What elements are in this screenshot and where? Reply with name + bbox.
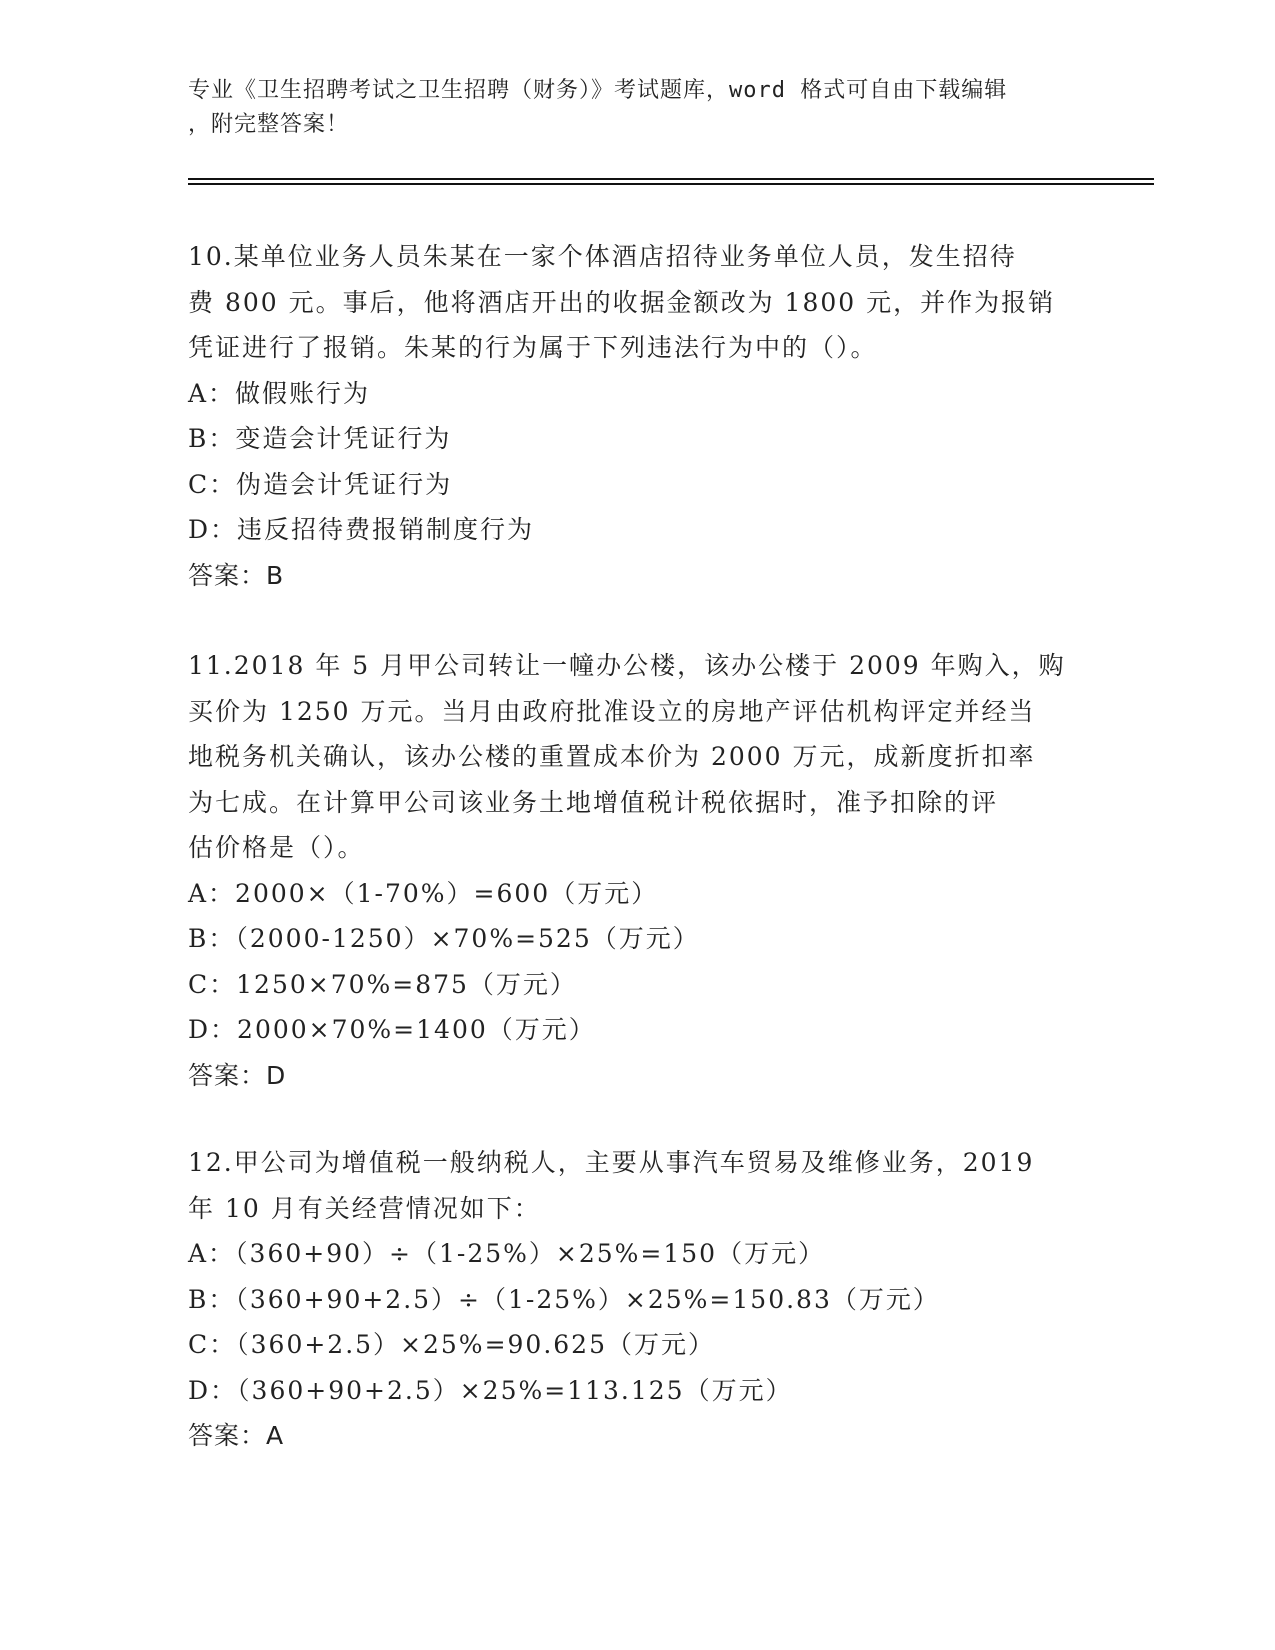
option-a: A：做假账行为 [188, 378, 371, 408]
option-b: B：（2000-1250）×70%=525（万元） [188, 924, 700, 953]
header-divider-top [188, 178, 1154, 180]
question-12 [188, 1140, 1088, 1459]
stem-line: 估价格是（）。 [188, 833, 365, 862]
question-stem [188, 234, 1088, 371]
option-a: A：（360+90）÷（1-25%）×25%=150（万元） [188, 1239, 826, 1268]
option-a: A：2000×（1-70%）=600（万元） [188, 878, 659, 908]
question-stem [188, 1140, 1088, 1231]
option-c: C：1250×70%=875（万元） [188, 969, 577, 999]
header-line-1: 专业《卫生招聘考试之卫生招聘（财务）》考试题库，word 格式可自由下载编辑 [188, 78, 1008, 103]
stem-line: 费 800 元。事后，他将酒店开出的收据金额改为 1800 元，并作为报销 [188, 287, 1056, 317]
stem-line: 为七成。在计算甲公司该业务土地增值税计税依据时，准予扣除的评 [188, 787, 999, 817]
stem-line: 12.甲公司为增值税一般纳税人，主要从事汽车贸易及维修业务，2019 [188, 1148, 1035, 1177]
stem-line: 10.某单位业务人员朱某在一家个体酒店招待业务单位人员，发生招待 [188, 242, 1017, 271]
option-d: D：2000×70%=1400（万元） [188, 1015, 596, 1044]
option-d: D：违反招待费报销制度行为 [188, 515, 535, 544]
header-divider-bottom [188, 183, 1154, 185]
stem-line: 地税务机关确认，该办公楼的重置成本价为 2000 万元，成新度折扣率 [188, 742, 1036, 771]
stem-line: 11.2018 年 5 月甲公司转让一幢办公楼，该办公楼于 2009 年购入，购 [188, 651, 1066, 680]
stem-line: 买价为 1250 万元。当月由政府批准设立的房地产评估机构评定并经当 [188, 696, 1036, 726]
option-b: B：变造会计凭证行为 [188, 424, 452, 453]
option-b: B：（360+90+2.5）÷（1-25%）×25%=150.83（万元） [188, 1284, 940, 1314]
question-10 [188, 234, 1088, 598]
header-line-2: ，附完整答案！ [188, 112, 350, 137]
stem-line: 凭证进行了报销。朱某的行为属于下列违法行为中的（）。 [188, 333, 878, 362]
question-stem [188, 643, 1088, 871]
option-c: C：伪造会计凭证行为 [188, 469, 453, 499]
option-d: D：（360+90+2.5）×25%=113.125（万元） [188, 1375, 793, 1405]
question-11 [188, 643, 1088, 1098]
answer-line: 答案：B [188, 560, 285, 590]
stem-line: 年 10 月有关经营情况如下： [188, 1193, 541, 1223]
option-c: C：（360+2.5）×25%=90.625（万元） [188, 1330, 715, 1359]
answer-line: 答案：D [188, 1060, 287, 1090]
answer-line: 答案：A [188, 1421, 285, 1450]
document-header [188, 74, 1068, 142]
